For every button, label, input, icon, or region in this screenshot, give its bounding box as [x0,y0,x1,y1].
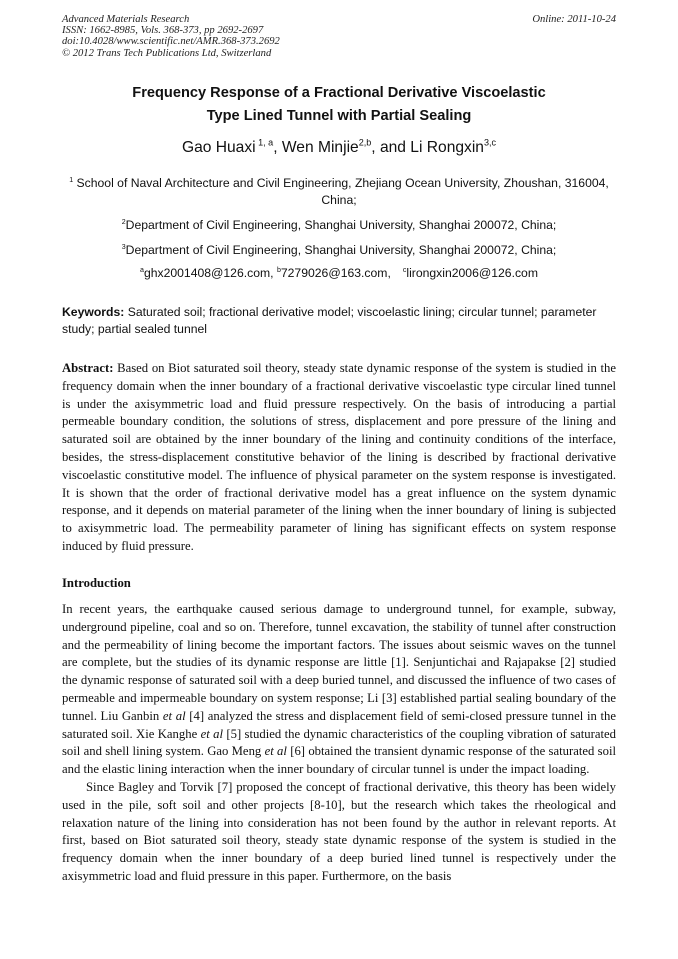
affiliation-2 [62,217,616,234]
title-line-2: Type Lined Tunnel with Partial Sealing [206,108,472,124]
intro-p1-part-c: [5] studied the dynamic characteristics of the coupling vibration of saturated soil and shell lining system. Gao Meng [62,726,616,759]
intro-p1-part-b: [4] analyzed the stress and displacement field of semi-closed pressure tunnel in the saturated soil. Xie Kanghe [62,708,616,741]
author-3-affil: 3,c [483,137,497,148]
introduction-body [62,601,616,886]
email-c-mark: c [402,266,407,274]
intro-p1-part-d: [6] obtained the transient dynamic response of the saturated soil and the elastic lining interaction when the inner boundary of circular tunnel is under the impact loading. [62,744,617,777]
keywords [62,304,616,338]
affiliation-3-mark: 3 [121,243,126,251]
affiliation-3-text: Department of Civil Engineering, Shanghai University, Shanghai 200072, China; [125,243,557,257]
author-2: , Wen Minjie [273,139,359,156]
keywords-label: Keywords: [62,305,125,319]
email-a[interactable]: ghx2001408@126.com, [143,266,274,280]
keywords-text: Saturated soil; fractional derivative model; viscoelastic lining; circular tunnel; parameter study; partial sealed tunnel [62,305,597,336]
email-b-mark: b [276,266,281,274]
abstract [62,360,616,556]
author-1: Gao Huaxi [181,139,256,156]
journal-header [62,14,616,59]
intro-etal-3: et al [264,744,287,759]
intro-p1-part-a: In recent years, the earthquake caused serious damage to underground tunnel, for example, subway, underground pipeline, coal and so on. Therefore, tunnel excavation, the stability of tunnel after construction and the permeability of lining become the important factors. The issues about seismic waves on the tunnel are complete, but the studies of its dynamic response are little [1]. Senjuntichai and Rajapakse [2] studied the dynamic response of saturated soil with a deep buried tunnel, and discussed the influence of two cases of permeable and impermeable boundary on system response; Li [3] established partial sealing boundary of the tunnel. Liu Ganbin [62,602,616,723]
author-2-affil: 2,b [358,137,372,148]
doi-line: doi:10.4028/www.scientific.net/AMR.368-373.2692 [62,36,280,48]
intro-etal-1: et al [162,708,186,723]
intro-paragraph-2: Since Bagley and Torvik [7] proposed the concept of fractional derivative, this theory has been widely used in the pile, soft soil and other projects [8-10], but the research which takes the rheological and relaxation nature of the lining into consideration has not been found by the author in relevant reports. At first, based on Biot saturated soil theory, steady state dynamic response of the system is studied in the frequency domain when the inner boundary of a deep buried lined tunnel is respectively under the axisymmetric load and fluid pressure in this paper. Furthermore, on the basis [62,779,616,883]
affiliation-1-text: School of Naval Architecture and Civil Engineering, Zhejiang Ocean University, Zhoushan, 316004, China; [73,176,609,207]
author-1-affil: 1, a [255,137,274,148]
author-list [62,138,616,158]
online-date: Online: 2011-10-24 [532,14,616,25]
affiliation-3 [62,242,616,259]
email-b[interactable]: 7279026@163.com, [280,266,391,280]
intro-paragraph-1 [62,601,616,779]
author-3: , and Li Rongxin [371,139,484,156]
paper-title [62,82,616,128]
copyright-line: © 2012 Trans Tech Publications Ltd, Switzerland [62,47,272,59]
affiliation-1-mark: 1 [69,176,74,184]
journal-name: Advanced Materials Research [62,14,190,25]
title-line-1: Frequency Response of a Fractional Derivative Viscoelastic [132,85,546,101]
issn-line: ISSN: 1662-8985, Vols. 368-373, pp 2692-2697 [62,25,264,37]
section-heading-introduction: Introduction [62,576,131,590]
affiliation-2-mark: 2 [121,218,126,226]
email-c[interactable]: lirongxin2006@126.com [406,266,538,280]
affiliation-2-text: Department of Civil Engineering, Shanghai University, Shanghai 200072, China; [125,218,557,232]
affiliation-1 [62,175,616,209]
abstract-text: Based on Biot saturated soil theory, steady state dynamic response of the system is studied in the frequency domain when the inner boundary of a fractional derivative viscoelastic type circular lined tunnel is under the axisymmetric load and fluid pressure respectively. On the basis of introducing a partial permeable boundary condition, the solutions of stress, displacement and pore pressure of the lining and saturated soil are obtained by the inner boundary of the lining and continuity conditions of the interface, besides, the stress-displacement constitutive behavior of the lining is described by fractional derivative viscoelastic constitutive model. The influence of physical parameter on the system response is investigated. It is shown that the order of fractional derivative model has a great influence on the system dynamic response, and it depends on material parameter of the lining when the inner boundary of lining is subjected to axisymmetric load. The permeability parameter of lining has significant effects on system response induced by fluid pressure. [62,361,616,553]
intro-etal-2: et al [200,726,223,741]
email-a-mark: a [140,266,144,274]
abstract-label: Abstract: [62,361,114,375]
author-emails [62,265,616,282]
